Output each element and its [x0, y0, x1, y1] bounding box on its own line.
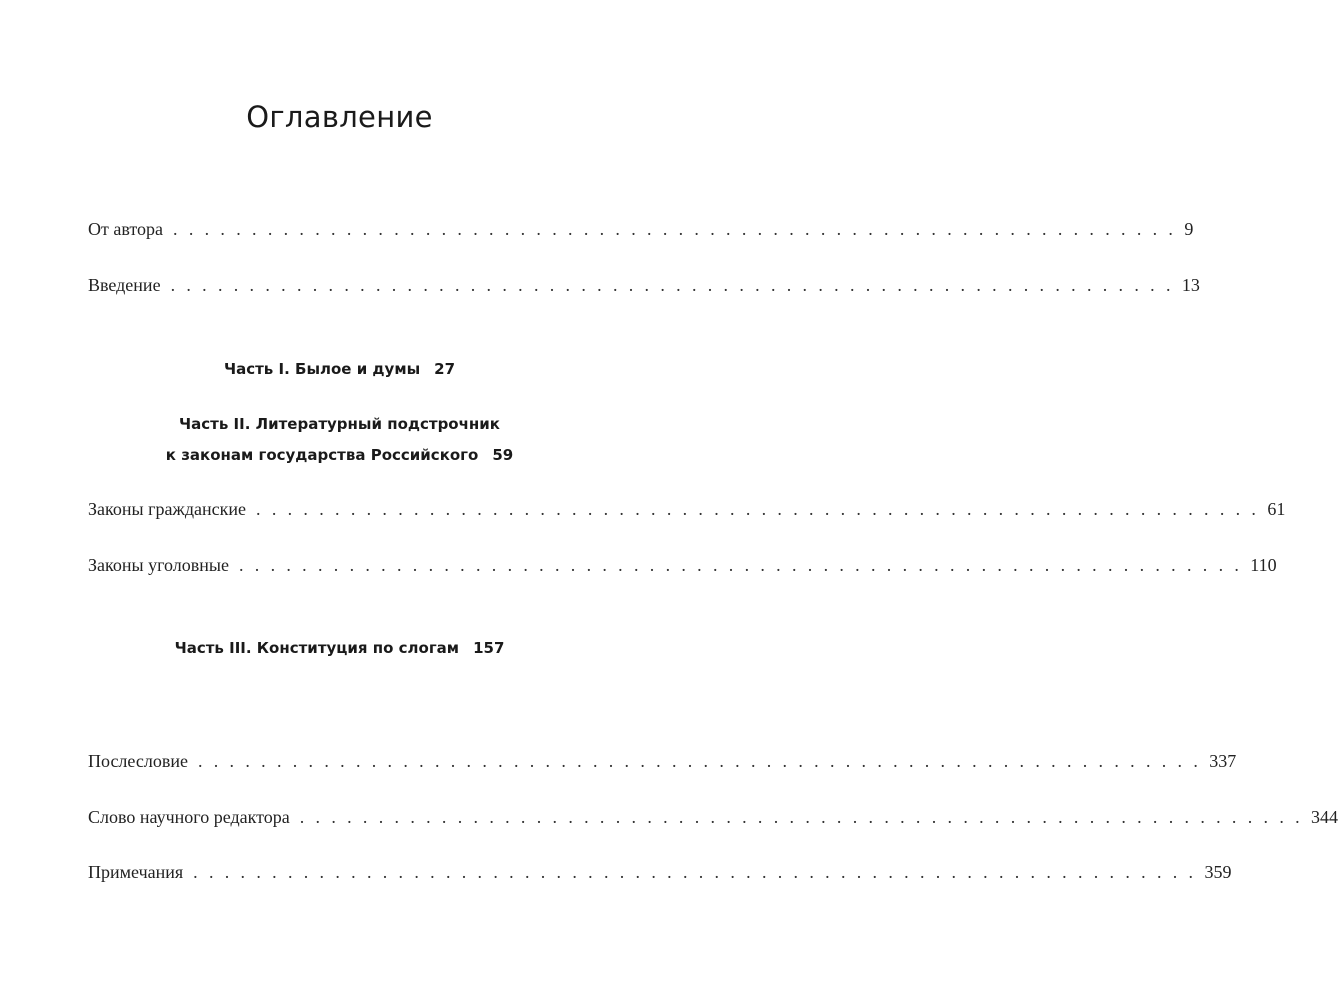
part-label: Часть I. Былое и думы — [223, 360, 421, 378]
toc-entry-from-author[interactable] — [88, 219, 1194, 240]
part-page: 59 — [492, 446, 514, 464]
toc-entry-page: 359 — [1204, 862, 1232, 882]
part-label: Часть III. Конституция по слогам — [174, 639, 460, 657]
toc-part-2[interactable] — [0, 409, 679, 471]
dot-leader: . . . . . . . . . . . . . . . . . . . . . . . . . . . . . . . . . . . . . . . . . . . . . . . . . . . . . . . . . . . . . . . . — [173, 219, 1177, 239]
dot-leader: . . . . . . . . . . . . . . . . . . . . . . . . . . . . . . . . . . . . . . . . . . . . . . . . . . . . . . . . . . . . . . . . — [299, 807, 1304, 827]
toc-entry-page: 344 — [1311, 807, 1338, 827]
toc-entry-label: Введение — [88, 275, 161, 295]
dot-leader: . . . . . . . . . . . . . . . . . . . . . . . . . . . . . . . . . . . . . . . . . . . . . . . . . . . . . . . . . . . . . . . . — [197, 751, 1202, 771]
toc-entry-civil-laws[interactable] — [88, 499, 1286, 520]
dot-leader: . . . . . . . . . . . . . . . . . . . . . . . . . . . . . . . . . . . . . . . . . . . . . . . . . . . . . . . . . . . . . . . . — [193, 862, 1197, 882]
toc-part-1[interactable] — [0, 354, 679, 385]
toc-entry-label: Слово научного редактора — [88, 807, 290, 827]
toc-entry-label: Послесловие — [88, 751, 188, 771]
toc-entry-label: Законы гражданские — [88, 499, 247, 519]
page-title: Оглавление — [246, 100, 433, 134]
toc-entry-editor-word[interactable] — [88, 807, 1338, 828]
toc-entry-page: 13 — [1181, 275, 1200, 295]
toc-part-3[interactable] — [0, 633, 679, 664]
dot-leader: . . . . . . . . . . . . . . . . . . . . . . . . . . . . . . . . . . . . . . . . . . . . . . . . . . . . . . . . . . . . . . . . — [170, 275, 1174, 295]
toc-entry-notes[interactable] — [88, 862, 1232, 883]
dot-leader: . . . . . . . . . . . . . . . . . . . . . . . . . . . . . . . . . . . . . . . . . . . . . . . . . . . . . . . . . . . . . . . . — [238, 555, 1243, 575]
toc-entry-page: 337 — [1209, 751, 1237, 771]
part-label-line1: Часть II. Литературный подстрочник — [179, 415, 500, 433]
toc-entry-label: Законы уголовные — [88, 555, 229, 575]
part-page: 27 — [434, 360, 456, 378]
toc-entry-criminal-laws[interactable] — [88, 555, 1277, 576]
dot-leader: . . . . . . . . . . . . . . . . . . . . . . . . . . . . . . . . . . . . . . . . . . . . . . . . . . . . . . . . . . . . . . . . — [256, 499, 1260, 519]
toc-entry-label: Примечания — [88, 862, 184, 882]
toc-entry-page: 61 — [1267, 499, 1286, 519]
toc-entry-afterword[interactable] — [88, 751, 1237, 772]
toc-entry-introduction[interactable] — [88, 275, 1200, 296]
toc-entry-page: 9 — [1184, 219, 1194, 239]
toc-entry-page: 110 — [1250, 555, 1277, 575]
part-page: 157 — [473, 639, 505, 657]
toc-entry-label: От автора — [88, 219, 164, 239]
part-label-line2: к законам государства Российского — [165, 446, 479, 464]
